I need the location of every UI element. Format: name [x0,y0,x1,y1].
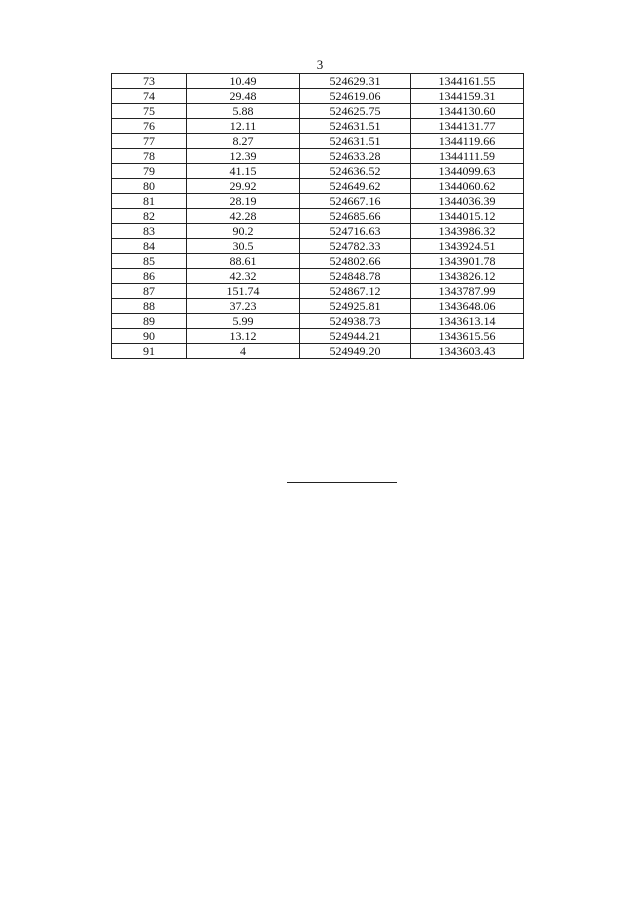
x-coordinate-cell: 524629.31 [300,74,411,89]
point-number-cell: 88 [112,299,187,314]
length-cell: 8.27 [187,134,300,149]
y-coordinate-cell: 1344036.39 [411,194,524,209]
table-row [112,209,524,224]
table-row [112,299,524,314]
x-coordinate-cell: 524631.51 [300,134,411,149]
length-cell: 41.15 [187,164,300,179]
length-cell: 10.49 [187,74,300,89]
point-number-cell: 82 [112,209,187,224]
table-body [112,74,524,359]
x-coordinate-cell: 524619.06 [300,89,411,104]
x-coordinate-cell: 524944.21 [300,329,411,344]
point-number-cell: 89 [112,314,187,329]
point-number-cell: 83 [112,224,187,239]
point-number-cell: 81 [112,194,187,209]
x-coordinate-cell: 524633.28 [300,149,411,164]
point-number-cell: 74 [112,89,187,104]
length-cell: 90.2 [187,224,300,239]
x-coordinate-cell: 524949.20 [300,344,411,359]
point-number-cell: 90 [112,329,187,344]
x-coordinate-cell: 524782.33 [300,239,411,254]
length-cell: 151.74 [187,284,300,299]
length-cell: 5.99 [187,314,300,329]
point-number-cell: 87 [112,284,187,299]
y-coordinate-cell: 1344111.59 [411,149,524,164]
y-coordinate-cell: 1343603.43 [411,344,524,359]
coordinates-table [111,73,524,359]
point-number-cell: 79 [112,164,187,179]
x-coordinate-cell: 524716.63 [300,224,411,239]
x-coordinate-cell: 524848.78 [300,269,411,284]
length-cell: 4 [187,344,300,359]
x-coordinate-cell: 524925.81 [300,299,411,314]
length-cell: 88.61 [187,254,300,269]
page-number: 3 [316,57,324,72]
length-cell: 5.88 [187,104,300,119]
table-row [112,269,524,284]
table-row [112,329,524,344]
y-coordinate-cell: 1344130.60 [411,104,524,119]
x-coordinate-cell: 524685.66 [300,209,411,224]
length-cell: 12.11 [187,119,300,134]
y-coordinate-cell: 1343615.56 [411,329,524,344]
x-coordinate-cell: 524867.12 [300,284,411,299]
table-row [112,179,524,194]
y-coordinate-cell: 1343787.99 [411,284,524,299]
table-row [112,104,524,119]
x-coordinate-cell: 524802.66 [300,254,411,269]
point-number-cell: 86 [112,269,187,284]
y-coordinate-cell: 1343901.78 [411,254,524,269]
table-row [112,134,524,149]
table-row [112,224,524,239]
table-row [112,314,524,329]
table-row [112,89,524,104]
length-cell: 42.28 [187,209,300,224]
table-row [112,344,524,359]
x-coordinate-cell: 524631.51 [300,119,411,134]
table-row [112,74,524,89]
y-coordinate-cell: 1344060.62 [411,179,524,194]
point-number-cell: 91 [112,344,187,359]
y-coordinate-cell: 1343924.51 [411,239,524,254]
end-of-document-rule [287,482,397,483]
x-coordinate-cell: 524636.52 [300,164,411,179]
table-row [112,254,524,269]
length-cell: 13.12 [187,329,300,344]
y-coordinate-cell: 1343648.06 [411,299,524,314]
x-coordinate-cell: 524625.75 [300,104,411,119]
point-number-cell: 75 [112,104,187,119]
point-number-cell: 73 [112,74,187,89]
table-row [112,119,524,134]
length-cell: 42.32 [187,269,300,284]
point-number-cell: 80 [112,179,187,194]
point-number-cell: 78 [112,149,187,164]
y-coordinate-cell: 1343613.14 [411,314,524,329]
point-number-cell: 84 [112,239,187,254]
length-cell: 29.92 [187,179,300,194]
x-coordinate-cell: 524667.16 [300,194,411,209]
table-row [112,239,524,254]
y-coordinate-cell: 1343986.32 [411,224,524,239]
x-coordinate-cell: 524938.73 [300,314,411,329]
table-row [112,284,524,299]
length-cell: 29.48 [187,89,300,104]
y-coordinate-cell: 1344119.66 [411,134,524,149]
y-coordinate-cell: 1344131.77 [411,119,524,134]
y-coordinate-cell: 1344159.31 [411,89,524,104]
table-row [112,149,524,164]
x-coordinate-cell: 524649.62 [300,179,411,194]
table-row [112,194,524,209]
point-number-cell: 85 [112,254,187,269]
point-number-cell: 76 [112,119,187,134]
length-cell: 30.5 [187,239,300,254]
length-cell: 12.39 [187,149,300,164]
y-coordinate-cell: 1343826.12 [411,269,524,284]
y-coordinate-cell: 1344099.63 [411,164,524,179]
y-coordinate-cell: 1344015.12 [411,209,524,224]
table-row [112,164,524,179]
point-number-cell: 77 [112,134,187,149]
length-cell: 37.23 [187,299,300,314]
length-cell: 28.19 [187,194,300,209]
y-coordinate-cell: 1344161.55 [411,74,524,89]
